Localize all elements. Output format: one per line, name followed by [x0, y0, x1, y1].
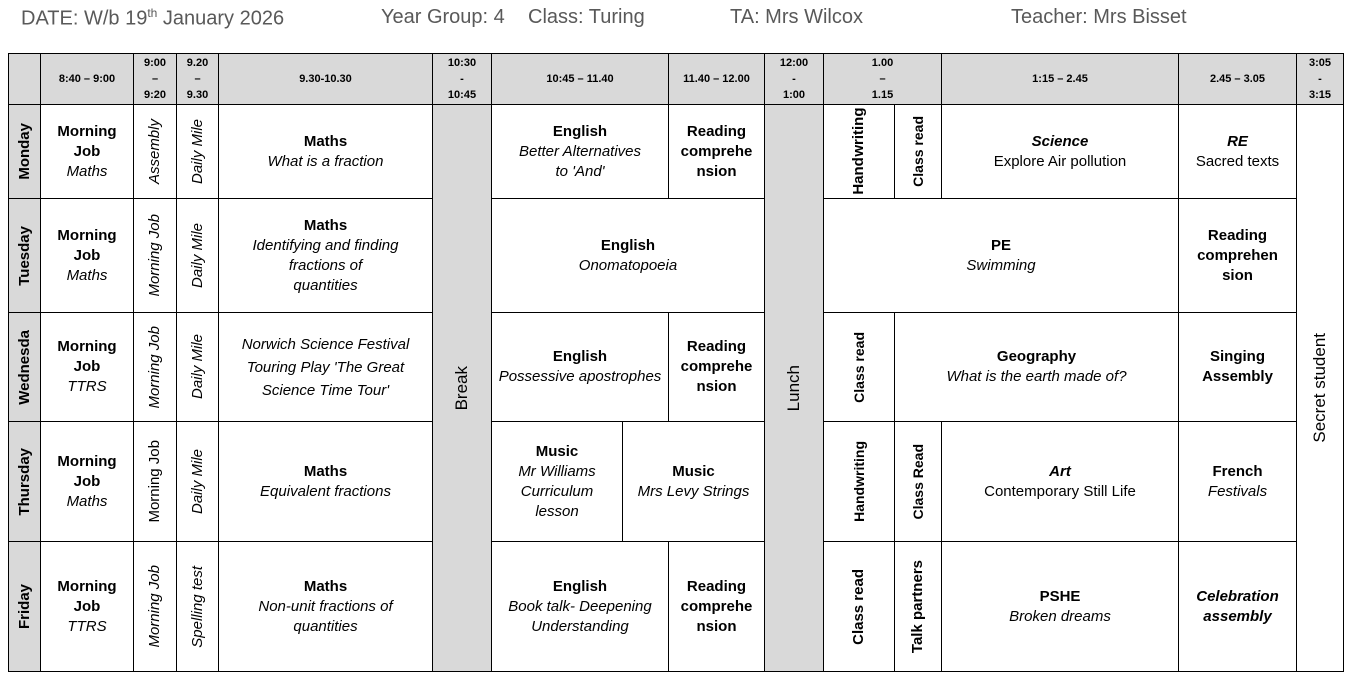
tuesday-morning-job: Morning Job Maths	[41, 199, 134, 313]
monday-maths: Maths What is a fraction	[219, 105, 433, 199]
monday-daily-mile: Daily Mile	[177, 105, 219, 199]
thursday-handwriting: Handwriting	[824, 422, 895, 542]
wednesday-singing-assembly: Singing Assembly	[1179, 313, 1297, 422]
time-header: 11.40 – 12.00	[669, 54, 765, 105]
thursday-morning-job: Morning Job Maths	[41, 422, 134, 542]
monday-science: Science Explore Air pollution	[942, 105, 1179, 199]
wednesday-english: English Possessive apostrophes	[492, 313, 669, 422]
monday-class-read: Class read	[895, 105, 942, 199]
friday-morning-job: Morning Job TTRS	[41, 542, 134, 672]
monday-morning-job: Morning Job Maths	[41, 105, 134, 199]
day-label-tuesday: Tuesday	[9, 199, 41, 313]
wednesday-geography: Geography What is the earth made of?	[895, 313, 1179, 422]
wednesday-morning-job-slot: Morning Job	[134, 313, 177, 422]
monday-reading: Reading comprehe nsion	[669, 105, 765, 199]
date-label: DATE: W/b 19th January 2026	[21, 6, 285, 30]
wednesday-reading: Reading comprehe nsion	[669, 313, 765, 422]
thursday-music-curriculum: Music Mr Williams Curriculum lesson	[492, 422, 623, 542]
time-header: 9.30-10.30	[219, 54, 433, 105]
thursday-morning-job-slot: Morning Job	[134, 422, 177, 542]
tuesday-reading: Reading comprehen sion	[1179, 199, 1297, 313]
monday-handwriting: Hand writing	[824, 105, 895, 199]
friday-maths: Maths Non-unit fractions of quantities	[219, 542, 433, 672]
tuesday-daily-mile: Daily Mile	[177, 199, 219, 313]
time-header: 9.20 – 9.30	[177, 54, 219, 105]
friday-talk-partners: Talk partners	[895, 542, 942, 672]
secret-student-column: Secret student	[1297, 105, 1344, 672]
thursday-music-strings: Music Mrs Levy Strings	[623, 422, 765, 542]
thursday-art: Art Contemporary Still Life	[942, 422, 1179, 542]
year-group-label: Year Group: 4	[381, 6, 505, 28]
tuesday-maths: Maths Identifying and finding fractions of quantities	[219, 199, 433, 313]
day-label-thursday: Thursday	[9, 422, 41, 542]
day-label-wednesday: Wednesda	[9, 313, 41, 422]
thursday-maths: Maths Equivalent fractions	[219, 422, 433, 542]
thursday-french: French Festivals	[1179, 422, 1297, 542]
friday-morning-job-slot: Morning Job	[134, 542, 177, 672]
friday-spelling-test: Spelling test	[177, 542, 219, 672]
friday-reading: Reading comprehe nsion	[669, 542, 765, 672]
thursday-daily-mile: Daily Mile	[177, 422, 219, 542]
monday-assembly: Assembly	[134, 105, 177, 199]
time-header: 10:45 – 11.40	[492, 54, 669, 105]
lunch-column: Lunch	[765, 105, 824, 672]
wednesday-daily-mile: Daily Mile	[177, 313, 219, 422]
time-header: 9:00 – 9:20	[134, 54, 177, 105]
wednesday-morning-job: Morning Job TTRS	[41, 313, 134, 422]
tuesday-pe: PE Swimming	[824, 199, 1179, 313]
friday-pshe: PSHE Broken dreams	[942, 542, 1179, 672]
ta-label: TA: Mrs Wilcox	[730, 6, 863, 28]
time-header: 12:00 - 1:00	[765, 54, 824, 105]
class-label: Class: Turing	[528, 6, 645, 28]
tuesday-morning-job-slot: Morning Job	[134, 199, 177, 313]
teacher-label: Teacher: Mrs Bisset	[1011, 6, 1187, 28]
friday-class-read: Class read	[824, 542, 895, 672]
break-column: Break	[433, 105, 492, 672]
monday-english: English Better Alternatives to 'And'	[492, 105, 669, 199]
corner-cell	[9, 54, 41, 105]
time-header: 1.00 – 1.15	[824, 54, 942, 105]
day-label-friday: Friday	[9, 542, 41, 672]
wednesday-class-read: Class read	[824, 313, 895, 422]
time-header: 1:15 – 2.45	[942, 54, 1179, 105]
friday-english: English Book talk- Deepening Understanding	[492, 542, 669, 672]
day-label-monday: Monday	[9, 105, 41, 199]
thursday-class-read: Class Read	[895, 422, 942, 542]
tuesday-english: English Onomatopoeia	[492, 199, 765, 313]
friday-celebration-assembly: Celebration assembly	[1179, 542, 1297, 672]
time-header: 10:30 - 10:45	[433, 54, 492, 105]
wednesday-science-festival: Norwich Science Festival Touring Play 'The Great Science Time Tour'	[219, 313, 433, 422]
monday-re: RE Sacred texts	[1179, 105, 1297, 199]
time-header: 3:05 - 3:15	[1297, 54, 1344, 105]
time-header: 2.45 – 3.05	[1179, 54, 1297, 105]
time-header: 8:40 – 9:00	[41, 54, 134, 105]
